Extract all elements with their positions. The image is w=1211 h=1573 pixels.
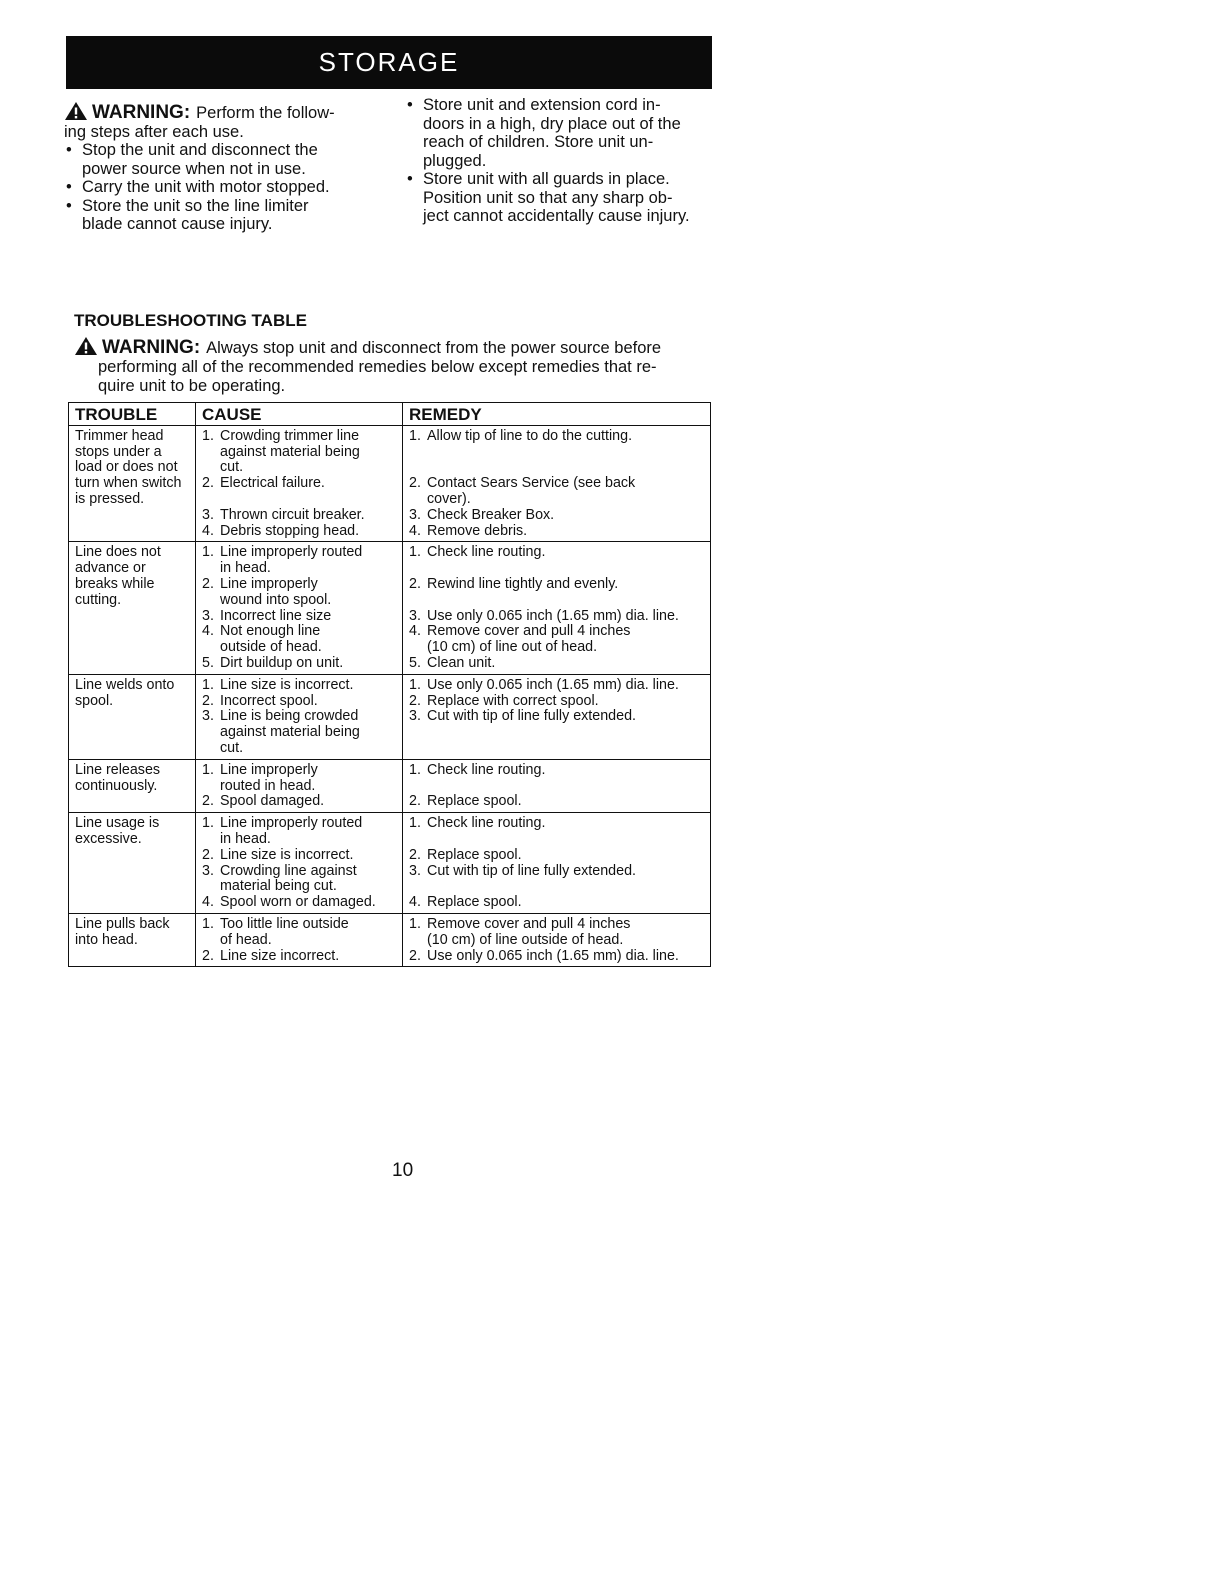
cause-cell xyxy=(196,813,403,914)
warning-text-line1: Always stop unit and disconnect from the power source before xyxy=(206,339,662,357)
remedy-cell xyxy=(403,913,711,966)
step-number: 3. xyxy=(409,862,421,879)
column-header-trouble: TROUBLE xyxy=(69,403,196,426)
step-number: 2. xyxy=(409,947,421,964)
column-header-cause: CAUSE xyxy=(196,403,403,426)
troubleshooting-warning xyxy=(74,333,704,396)
remedy-cell xyxy=(403,542,711,674)
step-line: of head. xyxy=(220,931,272,948)
step-item xyxy=(202,524,396,540)
step-number: 3. xyxy=(409,607,421,624)
step-line: outside of head. xyxy=(220,639,322,656)
step-list xyxy=(202,816,396,911)
step-item xyxy=(409,694,704,710)
step-item xyxy=(202,763,396,795)
step-line: Check Breaker Box. xyxy=(427,506,555,523)
step-number: 2. xyxy=(409,475,421,492)
step-item xyxy=(409,429,704,445)
step-item xyxy=(202,816,396,848)
warning-text-line2: performing all of the recommended remedies below except remedies that re- xyxy=(98,358,657,376)
step-number: 5. xyxy=(202,654,214,671)
step-list xyxy=(409,545,704,671)
step-item xyxy=(409,545,704,561)
step-item xyxy=(409,816,704,832)
step-line: Line size is incorrect. xyxy=(220,846,354,863)
page-number: 10 xyxy=(392,1160,414,1181)
step-item xyxy=(202,492,396,508)
step-line: against material being xyxy=(220,443,360,460)
bullet-item xyxy=(64,141,384,178)
step-list xyxy=(409,429,704,540)
storage-left-column xyxy=(64,98,384,234)
step-number: 2. xyxy=(202,575,214,592)
step-item xyxy=(202,709,396,756)
step-line: Line improperly routed xyxy=(220,815,363,832)
warning-intro-a: Perform the follow- xyxy=(196,104,335,122)
step-number: 1. xyxy=(409,761,421,778)
step-number: 2. xyxy=(202,846,214,863)
step-line: Remove cover and pull 4 inches xyxy=(427,623,631,640)
step-item xyxy=(409,709,704,725)
storage-warning xyxy=(64,98,384,123)
step-number: 1. xyxy=(202,676,214,693)
step-line xyxy=(427,460,704,476)
warning-text-line3: quire unit to be operating. xyxy=(98,377,286,395)
step-item xyxy=(202,917,396,949)
remedy-cell xyxy=(403,674,711,759)
warning-intro-b: ing steps after each use. xyxy=(64,122,244,141)
step-number: 2. xyxy=(202,692,214,709)
step-line: Thrown circuit breaker. xyxy=(220,506,365,523)
storage-left-list xyxy=(64,141,384,234)
step-line: Incorrect line size xyxy=(220,607,332,624)
remedy-cell xyxy=(403,759,711,812)
step-number: 1. xyxy=(409,676,421,693)
step-number: 2. xyxy=(409,692,421,709)
step-line: Spool damaged. xyxy=(220,793,325,810)
step-number: 2. xyxy=(409,575,421,592)
step-number: 4. xyxy=(202,522,214,539)
warning-triangle-icon xyxy=(64,101,88,121)
step-line: Replace with correct spool. xyxy=(427,692,599,709)
step-item xyxy=(409,879,704,895)
step-line: in head. xyxy=(220,560,271,577)
step-line: Electrical failure. xyxy=(220,475,325,492)
step-item xyxy=(409,779,704,795)
step-number: 1. xyxy=(409,915,421,932)
trouble-line: Line usage is xyxy=(75,815,160,832)
storage-banner xyxy=(66,36,712,89)
step-line: Use only 0.065 inch (1.65 mm) dia. line. xyxy=(427,676,679,693)
bullet-line: blade cannot cause injury. xyxy=(82,215,273,233)
step-number: 4. xyxy=(202,894,214,911)
step-number: 1. xyxy=(202,915,214,932)
cause-cell xyxy=(196,674,403,759)
trouble-line: stops under a xyxy=(75,443,162,460)
bullet-item xyxy=(405,170,725,226)
step-number: 4. xyxy=(409,522,421,539)
step-line: Rewind line tightly and evenly. xyxy=(427,575,619,592)
trouble-line: turn when switch xyxy=(75,475,182,492)
remedy-cell xyxy=(403,425,711,542)
step-item xyxy=(409,624,704,656)
bullet-item xyxy=(64,178,384,197)
step-line: Remove debris. xyxy=(427,522,528,539)
bullet-line: • Store unit and extension cord in- xyxy=(423,96,661,114)
step-line: Line improperly xyxy=(220,575,318,592)
step-line xyxy=(427,445,704,461)
table-row xyxy=(69,425,711,542)
step-item xyxy=(202,895,396,911)
step-item xyxy=(409,763,704,779)
step-number: 2. xyxy=(202,793,214,810)
step-list xyxy=(202,678,396,757)
step-item xyxy=(409,678,704,694)
bullet-line: • Store unit with all guards in place. xyxy=(423,170,670,188)
step-line: Cut with tip of line fully extended. xyxy=(427,708,637,725)
step-list xyxy=(202,429,396,540)
step-line: Check line routing. xyxy=(427,761,546,778)
step-item xyxy=(409,577,704,593)
bullet-line: ject cannot accidentally cause injury. xyxy=(423,207,690,225)
step-line: Line improperly routed xyxy=(220,544,363,561)
step-line xyxy=(427,832,704,848)
trouble-cell xyxy=(69,542,196,674)
step-item xyxy=(409,524,704,540)
step-item xyxy=(202,429,396,476)
step-item xyxy=(202,545,396,577)
trouble-line: advance or xyxy=(75,560,146,577)
bullet-line: Position unit so that any sharp ob- xyxy=(423,188,673,207)
step-line xyxy=(427,779,704,795)
bullet-line: reach of children. Store unit un- xyxy=(423,133,654,151)
bullet-line: power source when not in use. xyxy=(82,159,306,178)
step-item xyxy=(409,848,704,864)
column-header-remedy: REMEDY xyxy=(403,403,711,426)
step-item xyxy=(409,832,704,848)
warning-label: WARNING: xyxy=(102,337,201,358)
step-number: 1. xyxy=(202,427,214,444)
step-line: wound into spool. xyxy=(220,591,332,608)
step-item xyxy=(409,561,704,577)
remedy-cell xyxy=(403,813,711,914)
step-line: Incorrect spool. xyxy=(220,692,318,709)
storage-title: STORAGE xyxy=(318,47,460,77)
step-number: 5. xyxy=(409,654,421,671)
cause-cell xyxy=(196,542,403,674)
bullet-item xyxy=(405,96,725,170)
table-row xyxy=(69,542,711,674)
step-line: Replace spool. xyxy=(427,793,522,810)
step-list xyxy=(409,763,704,810)
bullet-line: • Store the unit so the line limiter xyxy=(82,196,309,215)
step-number: 1. xyxy=(202,815,214,832)
step-item xyxy=(409,656,704,672)
step-number: 2. xyxy=(409,793,421,810)
step-line: Dirt buildup on unit. xyxy=(220,654,344,671)
trouble-cell xyxy=(69,759,196,812)
warning-triangle-icon xyxy=(74,336,98,356)
step-item xyxy=(202,609,396,625)
step-number: 4. xyxy=(202,623,214,640)
step-number: 3. xyxy=(202,708,214,725)
step-item xyxy=(409,445,704,477)
step-item xyxy=(409,949,704,965)
step-line: (10 cm) of line outside of head. xyxy=(427,931,624,948)
trouble-line: load or does not xyxy=(75,459,178,476)
step-number: 3. xyxy=(409,506,421,523)
step-item xyxy=(409,476,704,508)
step-list xyxy=(409,678,704,725)
step-line: Allow tip of line to do the cutting. xyxy=(427,427,633,444)
step-list xyxy=(202,545,396,671)
trouble-line: continuously. xyxy=(75,777,158,794)
step-item xyxy=(409,864,704,880)
cause-cell xyxy=(196,913,403,966)
step-number: 2. xyxy=(202,947,214,964)
step-number: 1. xyxy=(409,427,421,444)
step-number: 1. xyxy=(202,544,214,561)
bullet-line: doors in a high, dry place out of the xyxy=(423,114,681,133)
step-line: material being cut. xyxy=(220,878,337,895)
trouble-line: into head. xyxy=(75,931,138,948)
step-line: against material being xyxy=(220,724,360,741)
step-line: in head. xyxy=(220,830,271,847)
trouble-line: spool. xyxy=(75,692,114,709)
bullet-line: • Stop the unit and disconnect the xyxy=(82,141,318,159)
trouble-cell xyxy=(69,913,196,966)
step-line: cut. xyxy=(220,459,244,476)
step-line: Check line routing. xyxy=(427,815,546,832)
step-item xyxy=(202,678,396,694)
step-number: 2. xyxy=(409,846,421,863)
trouble-line: breaks while xyxy=(75,575,155,592)
trouble-line: Line welds onto xyxy=(75,676,175,693)
step-item xyxy=(202,577,396,609)
storage-right-column xyxy=(405,96,725,226)
trouble-line: excessive. xyxy=(75,830,142,847)
step-line: Replace spool. xyxy=(427,894,522,911)
step-number: 3. xyxy=(409,708,421,725)
step-line: Line size is incorrect. xyxy=(220,676,354,693)
step-item xyxy=(202,864,396,896)
step-line xyxy=(220,492,396,508)
step-line: Not enough line xyxy=(220,623,321,640)
warning-label: WARNING: xyxy=(92,102,191,123)
step-line: cover). xyxy=(427,490,471,507)
step-line: Crowding line against xyxy=(220,862,357,879)
step-line xyxy=(427,593,704,609)
step-item xyxy=(409,508,704,524)
step-line: Check line routing. xyxy=(427,544,546,561)
step-list xyxy=(202,763,396,810)
step-number: 1. xyxy=(202,761,214,778)
step-item xyxy=(409,794,704,810)
step-item xyxy=(409,593,704,609)
step-line xyxy=(427,879,704,895)
step-number: 1. xyxy=(409,815,421,832)
step-item xyxy=(409,895,704,911)
step-line: Spool worn or damaged. xyxy=(220,894,376,911)
step-item xyxy=(202,508,396,524)
step-item xyxy=(202,794,396,810)
step-line: Debris stopping head. xyxy=(220,522,360,539)
step-item xyxy=(202,694,396,710)
step-line: cut. xyxy=(220,739,244,756)
step-item xyxy=(202,476,396,492)
step-number: 3. xyxy=(202,862,214,879)
step-line: Clean unit. xyxy=(427,654,496,671)
step-item xyxy=(409,917,704,949)
cause-cell xyxy=(196,425,403,542)
step-item xyxy=(202,656,396,672)
step-list xyxy=(409,816,704,911)
step-line: Remove cover and pull 4 inches xyxy=(427,915,631,932)
bullet-line: plugged. xyxy=(423,151,487,170)
troubleshooting-table xyxy=(68,402,711,967)
step-item xyxy=(202,949,396,965)
step-item xyxy=(202,624,396,656)
step-number: 2. xyxy=(202,475,214,492)
step-line: Contact Sears Service (see back xyxy=(427,475,636,492)
trouble-line: Line pulls back xyxy=(75,915,170,932)
trouble-line: Line releases xyxy=(75,761,161,778)
step-item xyxy=(202,848,396,864)
bullet-line: • Carry the unit with motor stopped. xyxy=(82,178,330,196)
trouble-cell xyxy=(69,425,196,542)
step-line xyxy=(427,561,704,577)
table-row xyxy=(69,674,711,759)
step-line: Line improperly xyxy=(220,761,318,778)
trouble-line: cutting. xyxy=(75,591,122,608)
step-line: Too little line outside xyxy=(220,915,349,932)
step-number: 3. xyxy=(202,607,214,624)
table-row xyxy=(69,913,711,966)
storage-right-list xyxy=(405,96,725,226)
step-line: Crowding trimmer line xyxy=(220,427,360,444)
step-line: Replace spool. xyxy=(427,846,522,863)
step-number: 4. xyxy=(409,623,421,640)
step-line: routed in head. xyxy=(220,777,316,794)
step-line: Use only 0.065 inch (1.65 mm) dia. line. xyxy=(427,607,679,624)
step-item xyxy=(409,609,704,625)
step-line: Use only 0.065 inch (1.65 mm) dia. line. xyxy=(427,947,679,964)
table-header-row xyxy=(69,403,711,426)
bullet-item xyxy=(64,197,384,234)
step-list xyxy=(202,917,396,964)
step-list xyxy=(409,917,704,964)
trouble-line: is pressed. xyxy=(75,490,145,507)
step-line: Line size incorrect. xyxy=(220,947,340,964)
step-line: (10 cm) of line out of head. xyxy=(427,639,598,656)
troubleshooting-heading: TROUBLESHOOTING TABLE xyxy=(74,311,307,330)
trouble-line: Line does not xyxy=(75,544,161,561)
table-row xyxy=(69,759,711,812)
step-number: 4. xyxy=(409,894,421,911)
trouble-cell xyxy=(69,813,196,914)
step-number: 3. xyxy=(202,506,214,523)
trouble-cell xyxy=(69,674,196,759)
cause-cell xyxy=(196,759,403,812)
trouble-line: Trimmer head xyxy=(75,427,164,444)
step-number: 1. xyxy=(409,544,421,561)
table-row xyxy=(69,813,711,914)
step-line: Cut with tip of line fully extended. xyxy=(427,862,637,879)
step-line: Line is being crowded xyxy=(220,708,359,725)
